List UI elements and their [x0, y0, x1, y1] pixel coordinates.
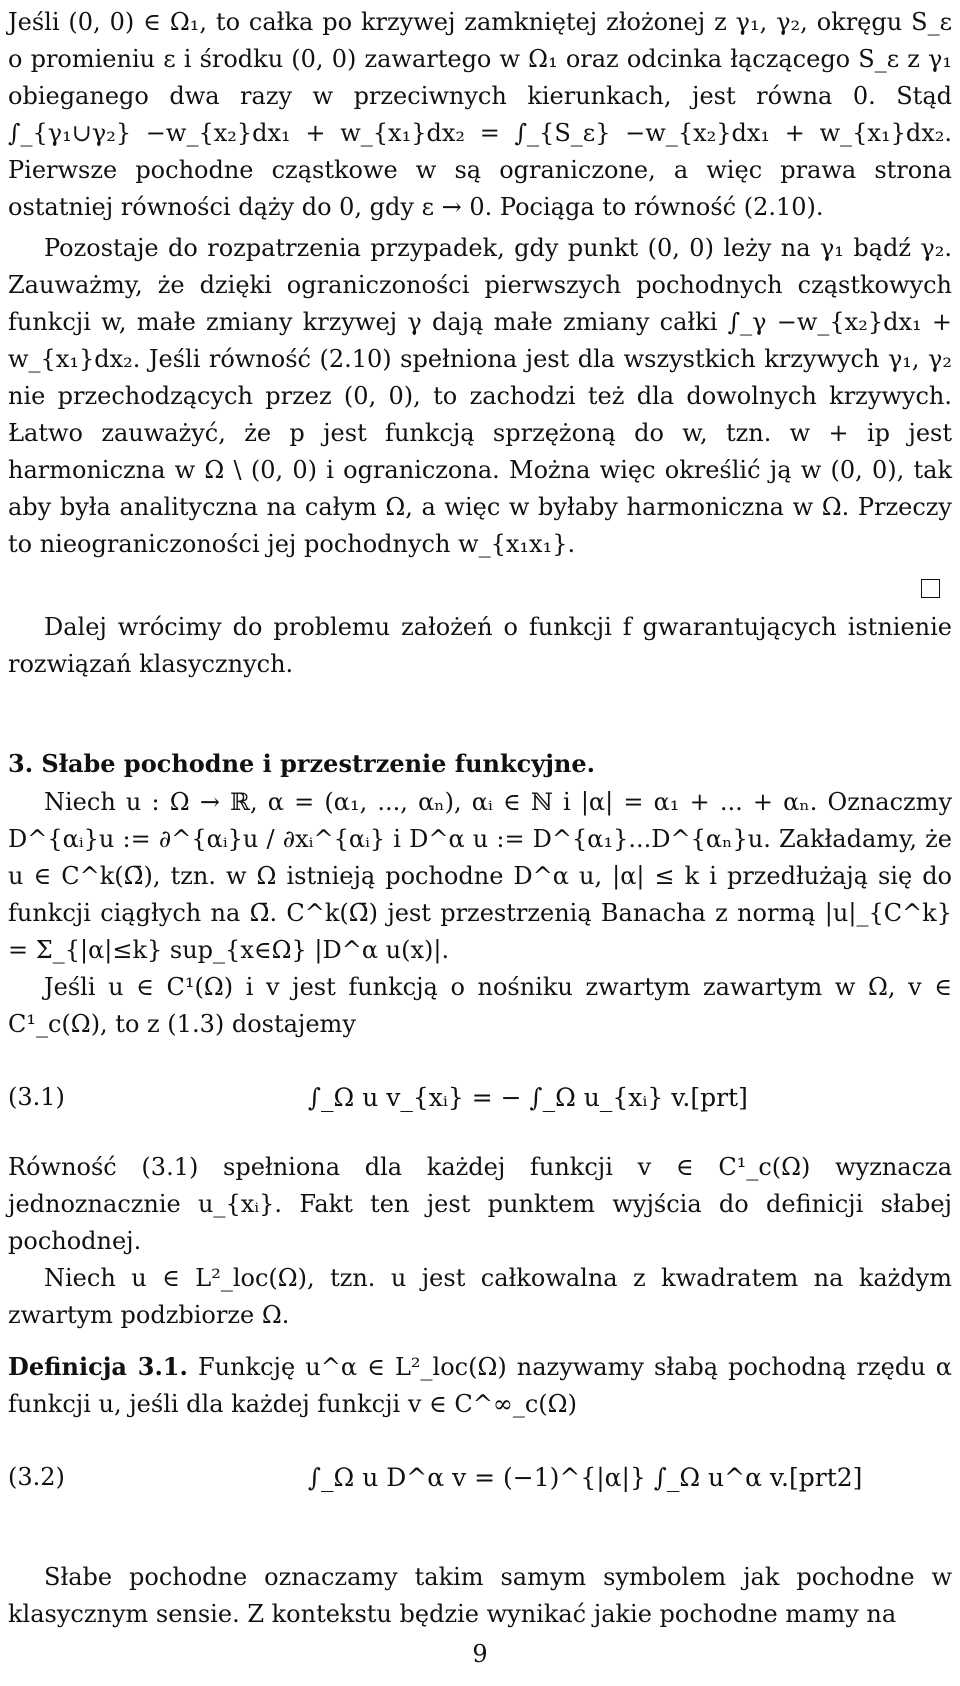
page-number: 9: [472, 1640, 488, 1668]
definition-text: Funkcję u^α ∈ L²_loc(Ω) nazywamy słabą pochodną rzędu α funkcji u, jeśli dla każdej funkcji v ∈ C^∞_c(Ω): [8, 1353, 952, 1418]
document-page: [8, 4, 952, 1682]
equation-3-2: [8, 1429, 952, 1525]
paragraph-lloc: Niech u ∈ L²_loc(Ω), tzn. u jest całkowalna z kwadratem na każdym zwartym podzbiorze Ω.: [8, 1264, 952, 1329]
qed-square-icon: [921, 579, 940, 598]
paragraph-transition: Dalej wrócimy do problemu założeń o funkcji f gwarantujących istnienie rozwiązań klasycznych.: [8, 613, 952, 678]
paragraph-proof-case-2: Pozostaje do rozpatrzenia przypadek, gdy punkt (0, 0) leży na γ₁ bądź γ₂. Zauważmy, że dzięki ograniczoności pierwszych pochodnych cząstkowych funkcji w, małe zmiany krzywej γ dają małe zmiany całki ∫_γ −w_{x₂}dx₁ + w_{x₁}dx₂. Jeśli równość (2.10) spełniona jest dla wszystkich krzywych γ₁, γ₂ nie przechodzących przez (0, 0), to zachodzi też dla dowolnych krzywych. Łatwo zauważyć, że p jest funkcją sprzężoną do w, tzn. w + ip jest harmoniczna w Ω \ (0, 0) i ograniczona. Można więc określić ją w (0, 0), tak aby była analityczna na całym Ω, a więc w byłaby harmoniczna w Ω. Przeczy to nieograniczoności jej pochodnych w_{x₁x₁}.: [8, 234, 952, 558]
paragraph-integration-by-parts: Jeśli u ∈ C¹(Ω) i v jest funkcją o nośniku zwartym zawartym w Ω, v ∈ C¹_c(Ω), to z (1.3) dostajemy: [8, 973, 952, 1038]
definition-block: [8, 1348, 952, 1423]
equation-number: (3.1): [8, 1082, 65, 1111]
equation-body: ∫_Ω u D^α v = (−1)^{|α|} ∫_Ω u^α v.[prt2]: [308, 1462, 863, 1492]
equation-body: ∫_Ω u v_{xᵢ} = − ∫_Ω u_{xᵢ} v.[prt]: [308, 1082, 748, 1112]
equation-number: (3.2): [8, 1462, 65, 1491]
qed-row: [8, 563, 952, 609]
section-heading: 3. Słabe pochodne i przestrzenie funkcyjne.: [8, 749, 595, 778]
paragraph-proof-case-1: Jeśli (0, 0) ∈ Ω₁, to całka po krzywej zamkniętej złożonej z γ₁, γ₂, okręgu S_ε o promieniu ε i środku (0, 0) zawartego w Ω₁ oraz odcinka łączącego S_ε z γ₁ obieganego dwa razy w przeciwnych kierunkach, jest równa 0. Stąd ∫_{γ₁∪γ₂} −w_{x₂}dx₁ + w_{x₁}dx₂ = ∫_{S_ε} −w_{x₂}dx₁ + w_{x₁}dx₂. Pierwsze pochodne cząstkowe w są ograniczone, a więc prawa strona ostatniej równości dąży do 0, gdy ε → 0. Pociąga to równość (2.10).: [8, 8, 952, 221]
equation-3-1: [8, 1049, 952, 1145]
paragraph-notation: Niech u : Ω → ℝ, α = (α₁, ..., αₙ), αᵢ ∈ ℕ i |α| = α₁ + ... + αₙ. Oznaczmy D^{αᵢ}u := ∂^{αᵢ}u / ∂xᵢ^{αᵢ} i D^α u := D^{α₁}...D^{αₙ}u. Zakładamy, że u ∈ C^k(Ω̄), tzn. w Ω istnieją pochodne D^α u, |α| ≤ k i przedłużają się do funkcji ciągłych na Ω̄. C^k(Ω̄) jest przestrzenią Banacha z normą |u|_{C^k} = Σ_{|α|≤k} sup_{x∈Ω} |D^α u(x)|.: [8, 788, 952, 964]
paragraph-notation-remark: Słabe pochodne oznaczamy takim samym symbolem jak pochodne w klasycznym sensie. Z kontekstu będzie wynikać jakie pochodne mamy na: [8, 1563, 952, 1628]
paragraph-uniqueness: Równość (3.1) spełniona dla każdej funkcji v ∈ C¹_c(Ω) wyznacza jednoznacznie u_{xᵢ}. Fakt ten jest punktem wyjścia do definicji słabej pochodnej.: [8, 1153, 952, 1255]
definition-label: Definicja 3.1.: [8, 1352, 188, 1381]
